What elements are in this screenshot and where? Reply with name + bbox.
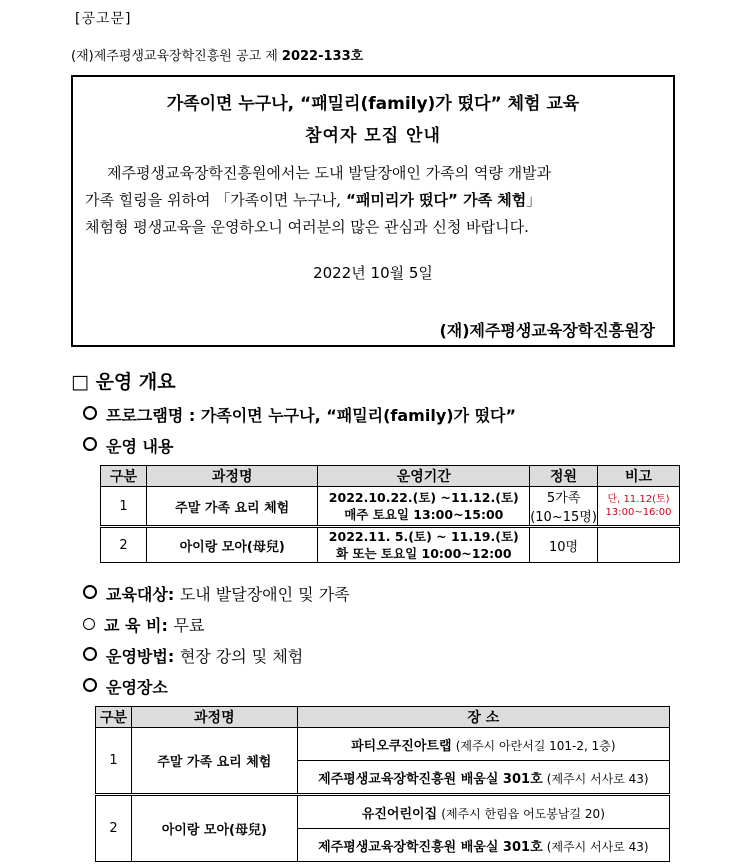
course-name: 아이랑 모아(母兒)	[131, 795, 297, 862]
bullet-circle-icon	[83, 647, 97, 661]
remark-line-1: 단, 11.12(토)	[607, 494, 670, 505]
section-heading-overview: □ 운영 개요	[71, 371, 176, 393]
remark-cell	[598, 527, 680, 563]
place-name: 제주평생교육장학진흥원 배움실 301호	[318, 839, 543, 855]
notice-body-line-1: 제주평생교육장학진흥원에서는 도내 발달장애인 가족의 역량 개발과	[107, 164, 552, 182]
course-name: 아이랑 모아(母兒)	[146, 527, 318, 563]
place-name: 유진어린이집	[361, 806, 438, 822]
table-row	[96, 795, 670, 829]
period-dates: 2022.10.22.(토) ~11.12.(토)	[328, 490, 519, 505]
notice-body-line-2	[85, 187, 663, 214]
content-label: 운영 내용	[106, 437, 174, 456]
location-table	[95, 706, 670, 862]
col-header: 운영기간	[318, 466, 530, 487]
notice-title: 가족이면 누구나, “패밀리(family)가 떴다” 체험 교육	[166, 94, 580, 114]
place-address: (제주시 아란서길 101-2, 1층)	[455, 738, 616, 753]
col-header: 과정명	[131, 707, 297, 728]
bullet-circle-icon	[83, 406, 97, 420]
body-line2-a: 가족 힐링을 위하여 「가족이면 누구나,	[85, 191, 342, 209]
capacity-sub: (10~15명)	[530, 510, 597, 525]
col-header: 구분	[96, 707, 132, 728]
period-times: 화 또는 토요일 10:00~12:00	[335, 546, 512, 561]
place-cell	[297, 829, 669, 862]
program-name-line	[83, 403, 516, 426]
operation-table	[100, 465, 680, 563]
table-row	[96, 728, 670, 761]
bullet-circle-icon	[83, 618, 95, 630]
table-row	[101, 487, 680, 527]
place-name: 제주평생교육장학진흥원 배움실 301호	[318, 771, 543, 787]
col-header: 비고	[598, 466, 680, 487]
place-address: (제주시 서사로 43)	[546, 771, 649, 786]
remark-line-2: 13:00~16:00	[605, 507, 672, 518]
fee-value: 무료	[173, 616, 205, 635]
method-label: 운영방법:	[106, 647, 175, 666]
period-cell	[318, 527, 530, 563]
bullet-circle-icon	[83, 585, 97, 599]
announcement-label: [공고문]	[75, 11, 132, 27]
target-value: 도내 발달장애인 및 가족	[179, 585, 350, 604]
period-cell	[318, 487, 530, 527]
col-header: 장 소	[297, 707, 669, 728]
program-name: 프로그램명 : 가족이면 누구나, “패밀리(family)가 떴다”	[106, 406, 517, 425]
place-address: (제주시 서사로 43)	[546, 839, 649, 854]
doc-number-value: 2022-133호	[281, 49, 364, 64]
body-line2-c: 」	[526, 191, 542, 209]
method-value: 현장 강의 및 체험	[179, 647, 304, 666]
capacity-cell	[530, 487, 598, 527]
col-header: 과정명	[146, 466, 318, 487]
table-header-row	[101, 466, 680, 487]
notice-box	[71, 75, 675, 347]
fee-line	[83, 613, 204, 636]
remark-cell	[598, 487, 680, 527]
method-line	[83, 644, 303, 667]
table-header-row	[96, 707, 670, 728]
notice-issuer: (재)제주평생교육장학진흥원장	[439, 321, 655, 340]
notice-date: 2022년 10월 5일	[313, 264, 433, 282]
place-address: (제주시 한림읍 어도봉남길 20)	[441, 806, 605, 821]
body-line2-emphasis: “패미리가 떴다” 가족 체험	[345, 191, 527, 209]
content-line	[83, 434, 173, 457]
place-cell	[297, 761, 669, 795]
col-header: 구분	[101, 466, 147, 487]
col-header: 정원	[530, 466, 598, 487]
row-number: 2	[96, 795, 132, 862]
fee-label: 교 육 비:	[104, 616, 168, 635]
row-number: 1	[96, 728, 132, 795]
period-times: 매주 토요일 13:00~15:00	[344, 507, 504, 522]
bullet-circle-icon	[83, 678, 97, 692]
course-name: 주말 가족 요리 체험	[131, 728, 297, 795]
notice-body-line-3: 체험형 평생교육을 운영하오니 여러분의 많은 관심과 신청 바랍니다.	[85, 218, 529, 236]
place-cell	[297, 728, 669, 761]
capacity-main: 10명	[549, 539, 579, 555]
target-label: 교육대상:	[106, 585, 175, 604]
capacity-main: 5가족	[546, 491, 581, 506]
document-number	[71, 45, 363, 64]
period-dates: 2022.11. 5.(토) ~ 11.19.(토)	[328, 529, 519, 544]
table-row	[101, 527, 680, 563]
location-line	[83, 675, 168, 698]
target-line	[83, 582, 350, 605]
row-number: 2	[101, 527, 147, 563]
place-cell	[297, 795, 669, 829]
place-name: 파티오쿠진아트랩	[351, 738, 452, 754]
location-label: 운영장소	[106, 678, 168, 697]
course-name: 주말 가족 요리 체험	[146, 487, 318, 527]
doc-prefix: (재)제주평생교육장학진흥원 공고 제	[71, 49, 278, 64]
row-number: 1	[101, 487, 147, 527]
notice-subtitle: 참여자 모집 안내	[305, 126, 441, 146]
bullet-circle-icon	[83, 437, 97, 451]
capacity-cell	[530, 527, 598, 563]
notice-body	[85, 160, 663, 241]
